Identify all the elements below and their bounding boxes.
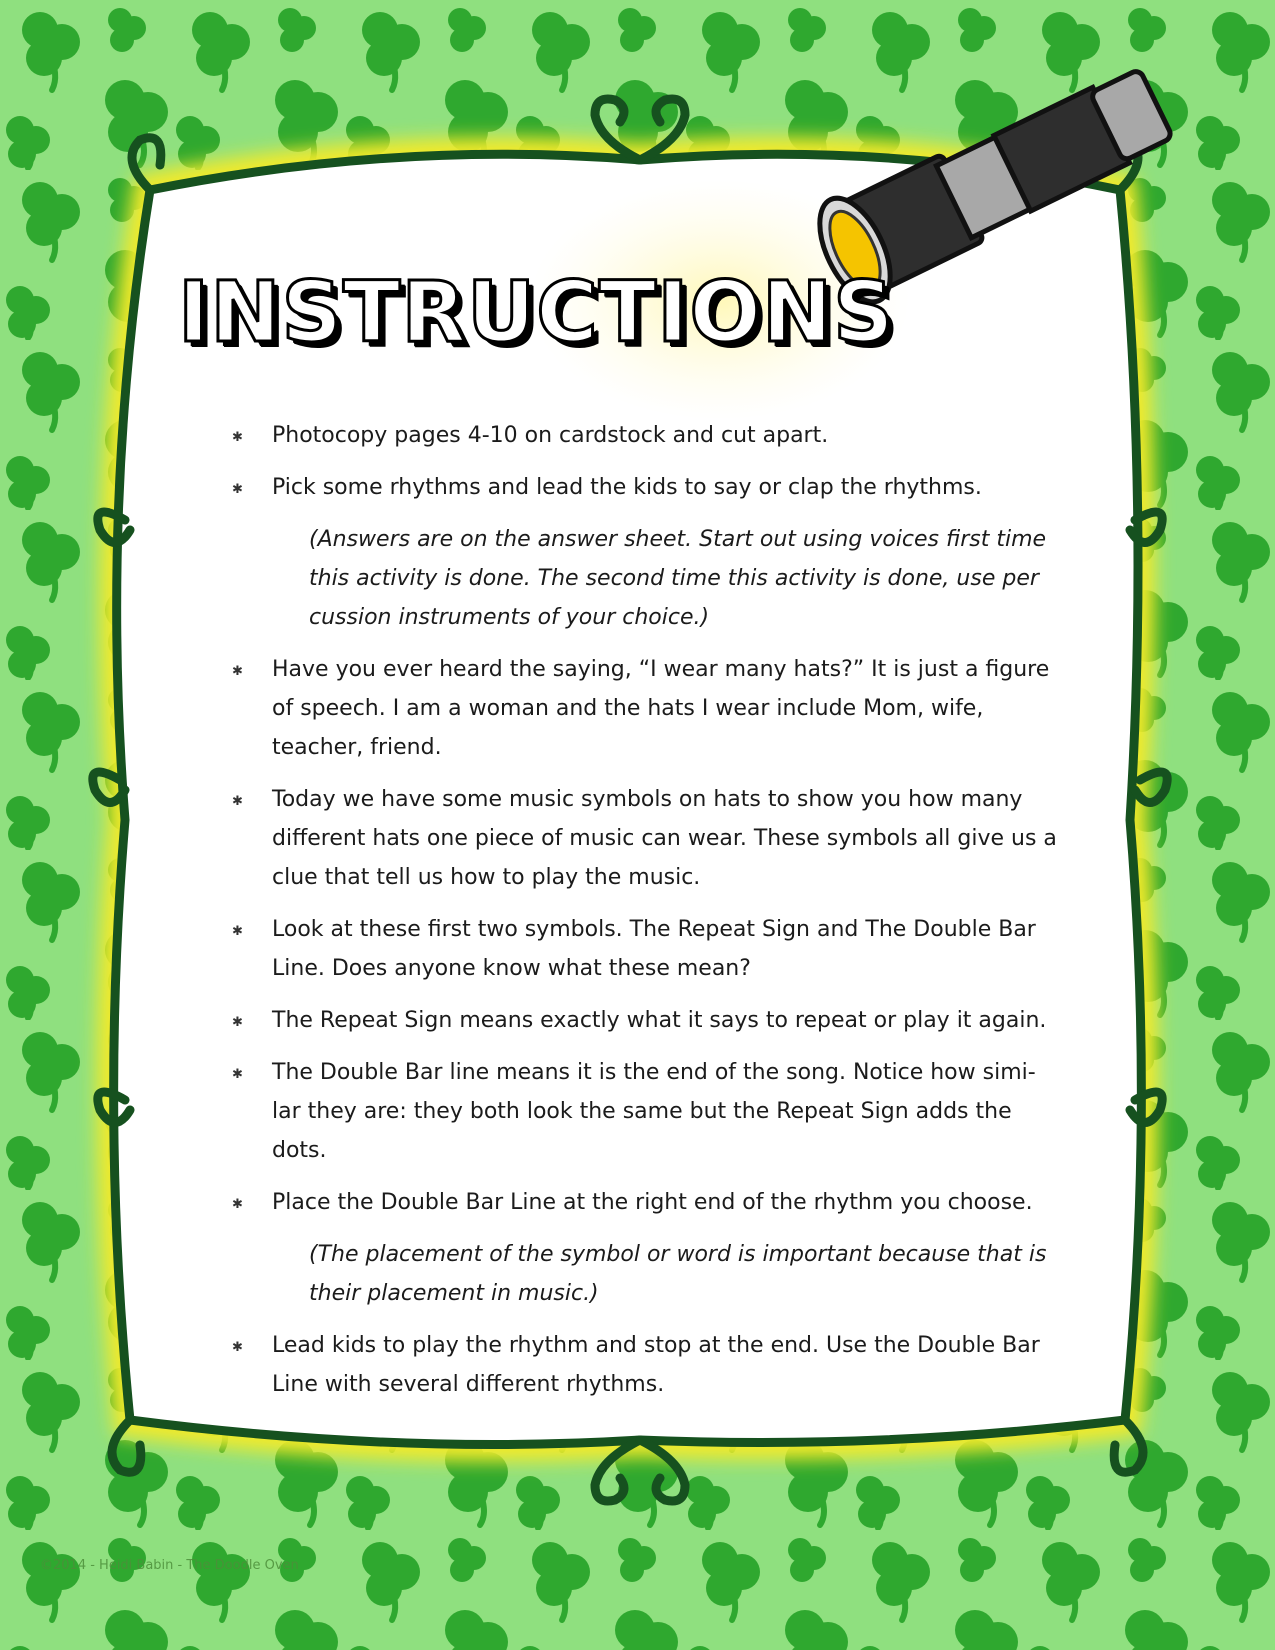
item-text: Lead kids to play the rhythm and stop at the end. Use the Double Bar Line with several different rhythms. bbox=[272, 1333, 1040, 1397]
copyright-notice: ©2014 - Heidi Babin - The Doodle Oven bbox=[40, 1558, 299, 1573]
item-text: Today we have some music symbols on hats to show you how many different hats one piece of music can wear. These symbols all give us a clue that tell us how to play the music. bbox=[272, 787, 1057, 890]
list-item bbox=[232, 1053, 1062, 1170]
item-text: The Double Bar line means it is the end of the song. Notice how simi-lar they are: they both look the same but the Repeat Sign adds the dots. bbox=[272, 1060, 1036, 1163]
instruction-list bbox=[232, 416, 1062, 1417]
item-text: Have you ever heard the saying, “I wear many hats?” It is just a figure of speech. I am a woman and the hats I wear include Mom, wife, teacher, friend. bbox=[272, 657, 1050, 760]
item-text: Photocopy pages 4-10 on cardstock and cut apart. bbox=[272, 423, 829, 448]
list-item bbox=[232, 910, 1062, 988]
page-title: INSTRUCTIONS bbox=[178, 263, 895, 361]
item-text: Pick some rhythms and lead the kids to say or clap the rhythms. bbox=[272, 475, 982, 500]
list-item bbox=[232, 416, 1062, 455]
item-text: Place the Double Bar Line at the right end of the rhythm you choose. bbox=[272, 1190, 1033, 1215]
list-item bbox=[232, 780, 1062, 897]
item-note: (Answers are on the answer sheet. Start out using voices first time this activity is done. The second time this activity is done, use per cussion instruments of your choice.) bbox=[309, 527, 1047, 630]
list-item bbox=[232, 1183, 1062, 1222]
list-item bbox=[232, 650, 1062, 767]
list-item bbox=[232, 468, 1062, 507]
list-item bbox=[232, 1326, 1062, 1404]
list-item bbox=[232, 1001, 1062, 1040]
item-text: The Repeat Sign means exactly what it says to repeat or play it again. bbox=[272, 1008, 1047, 1033]
item-text: Look at these first two symbols. The Repeat Sign and The Double Bar Line. Does anyone know what these mean? bbox=[272, 917, 1036, 981]
item-note: (The placement of the symbol or word is important because that is their placement in music.) bbox=[309, 1242, 1047, 1306]
